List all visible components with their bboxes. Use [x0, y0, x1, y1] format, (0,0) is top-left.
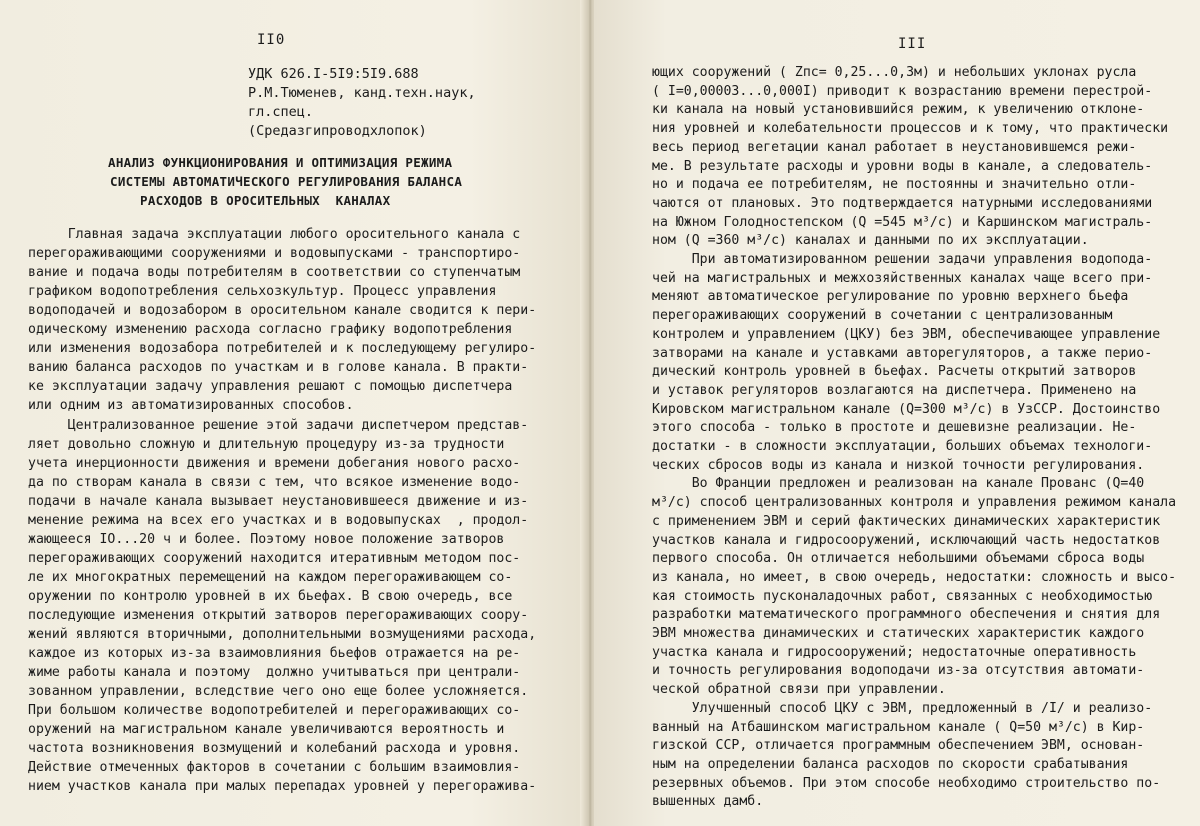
- article-title-line: РАСХОДОВ В ОРОСИТЕЛЬНЫХ КАНАЛАХ: [140, 193, 391, 208]
- text-line: с применением ЭВМ и серий фактических динамических характеристик: [652, 513, 1161, 529]
- text-line: резервных объемов. При этом способе необходимо строительство по-: [652, 775, 1161, 791]
- text-line: ванию баланса расходов по участкам и в голове канала. В практи-: [28, 360, 529, 376]
- article-title-line: АНАЛИЗ ФУНКЦИОНИРОВАНИЯ И ОПТИМИЗАЦИЯ РЕЖИМА: [108, 155, 453, 170]
- text-line: и точность регулирования водоподачи из-за отсутствия автомати-: [652, 663, 1145, 679]
- text-line: Кировском магистральном канале (Q=300 м³/с) в УзССР. Достоинство: [652, 401, 1161, 417]
- text-line: дический контроль уровней в бьефах. Расчеты открытий затворов: [652, 364, 1137, 380]
- author-line: гл.спец.: [248, 104, 314, 120]
- text-line: ющих сооружений ( Zпс= 0,25...0,3м) и небольших уклонах русла: [652, 65, 1137, 80]
- text-line: вышенных дамб.: [652, 794, 764, 810]
- left-page: [0, 0, 586, 826]
- text-line: оружений на магистральном канале увеличиваются вероятность и: [28, 722, 505, 738]
- text-line: достатки - в сложности эксплуатации, больших объемах технологи-: [652, 439, 1153, 454]
- text-line: затворами на канале и уставками авторегуляторов, а также перио-: [652, 345, 1153, 361]
- text-line: ( I=0,00003...0,000I) приводит к возрастанию времени перестрой-: [652, 83, 1153, 99]
- text-line: жений являются вторичными, дополнительными возмущениями расхода,: [28, 627, 537, 643]
- author-line: (Средазгипроводхлопок): [248, 123, 427, 139]
- text-line: перегораживающими сооружениями и водовыпусками - транспортиро-: [28, 246, 521, 262]
- text-line: ки канала на новый установившийся режим, к увеличению отклоне-: [652, 102, 1145, 118]
- text-line: разработки математического программного обеспечения и снятия для: [652, 607, 1161, 623]
- article-title-line: СИСТЕМЫ АВТОМАТИЧЕСКОГО РЕГУЛИРОВАНИЯ БАЛАНСА: [110, 174, 463, 189]
- text-line: ванный на Атбашинском магистральном канале ( Q=50 м³/с) в Кир-: [652, 719, 1145, 735]
- right-page: [594, 0, 1200, 826]
- text-line: ле их многократных перемещений на каждом перегораживающем со-: [28, 569, 513, 585]
- text-line: Главная задача эксплуатации любого оросительного канала с: [28, 227, 521, 242]
- author-line: Р.М.Тюменев, канд.техн.наук,: [248, 85, 476, 101]
- text-line: ческих сбросов воды из канала и низкой точности регулирования.: [652, 457, 1145, 473]
- text-line: Во Франции предложен и реализован на канале Прованс (Q=40: [652, 476, 1145, 492]
- text-line: водоподачей и водозабором в оросительном канале сводится к пери-: [28, 303, 537, 319]
- text-line: Централизованное решение этой задачи диспетчером представ-: [28, 417, 529, 433]
- text-line: последующие изменения открытий затворов перегораживающих соору-: [28, 608, 529, 623]
- text-line: этого способа - только в простоте и дешевизне реализации. Не-: [652, 420, 1137, 436]
- text-line: гизской ССР, отличается программным обеспечением ЭВМ, основан-: [652, 738, 1145, 754]
- text-line: оружении по контролю уровней в их бьефах. В свою очередь, все: [28, 588, 513, 604]
- text-line: весь период вегетации канал работает в неустановившемся режи-: [652, 139, 1137, 155]
- text-line: первого способа. Он отличается небольшими объемами сброса воды: [652, 551, 1145, 567]
- text-line: Улучшенный способ ЦКУ с ЭВМ, предложенный в /I/ и реализо-: [652, 700, 1153, 716]
- udk-code: УДК 626.I-5I9:5I9.688: [248, 66, 419, 82]
- text-line: зованном управлении, вследствие чего оно еще более усложняется.: [28, 684, 529, 700]
- text-line: перегораживающих сооружений находится итеративным методом пос-: [28, 550, 521, 566]
- text-line: менение режима на всех его участках и в водовыпусках , продол-: [28, 512, 529, 528]
- text-line: ческой обратной связи при управлении.: [652, 682, 946, 698]
- text-line: ным на определении баланса расходов по скорости срабатывания: [652, 756, 1129, 772]
- text-line: ме. В результате расходы и уровни воды в канале, а следователь-: [652, 158, 1153, 174]
- text-line: одическому изменению расхода согласно графику водопотребления: [28, 322, 513, 338]
- text-line: или изменения водозабора потребителей и к последующему регулиро-: [28, 341, 537, 357]
- right-page-number: III: [898, 36, 927, 52]
- text-line: учета инерционности движения и времени добегания нового расхо-: [28, 455, 521, 471]
- text-line: подачи в начале канала вызывает неустановившееся движение и из-: [28, 493, 529, 509]
- text-line: или одним из автоматизированных способов.: [28, 398, 354, 414]
- text-line: ке эксплуатации задачу управления решают с помощью диспетчера: [28, 379, 513, 395]
- text-line: ном (Q =360 м³/с) каналах и данными по их эксплуатации.: [652, 233, 1089, 249]
- text-line: ния уровней и колебательности процессов и к тому, что практически: [652, 121, 1169, 137]
- text-line: да по створам канала в связи с тем, что всякое изменение водо-: [28, 474, 521, 490]
- text-line: Действие отмеченных факторов в сочетании с большим взаимовлия-: [28, 760, 521, 776]
- text-line: каждое из которых из-за взаимовлияния бьефов отражается на ре-: [28, 646, 521, 662]
- left-page-number: II0: [257, 32, 286, 48]
- text-line: кая стоимость пусконаладочных работ, связанных с необходимостью: [652, 588, 1153, 604]
- text-line: ляет довольно сложную и длительную процедуру из-за трудности: [28, 436, 505, 452]
- text-line: и уставок регуляторов возлагаются на диспетчера. Применено на: [652, 382, 1137, 398]
- text-line: графиком водопотребления сельхозкультур. Процесс управления: [28, 284, 497, 300]
- text-line: из канала, но имеет, в свою очередь, недостатки: сложность и высо-: [652, 569, 1177, 585]
- text-line: меняют автоматическое регулирование по уровню верхнего бьефа: [652, 289, 1129, 305]
- text-line: частота возникновения возмущений и колебаний расхода и уровня.: [28, 741, 521, 757]
- text-line: чей на магистральных и межхозяйственных каналах чаще всего при-: [652, 270, 1153, 286]
- text-line: жиме работы канала и поэтому должно учитываться при централи-: [28, 665, 521, 681]
- text-line: но и подача ее потребителям, не постоянны и значительно отли-: [652, 177, 1137, 193]
- text-line: чаются от плановых. Это подтверждается натурными исследованиями: [652, 195, 1153, 211]
- text-line: участков канала и гидросооружений, исключающий часть недостатков: [652, 532, 1161, 548]
- text-line: жающееся IO...20 ч и более. Поэтому новое положение затворов: [28, 531, 505, 547]
- text-line: нием участков канала при малых перепадах уровней у перегоражива-: [28, 779, 537, 795]
- text-line: При автоматизированном решении задачи управления водопода-: [652, 252, 1153, 267]
- text-line: м³/с) способ централизованных контроля и управления режимом канала: [652, 495, 1177, 511]
- text-line: ЭВМ множества динамических и статических характеристик каждого: [652, 626, 1145, 641]
- text-line: участка канала и гидросооружений; недостаточные оперативность: [652, 644, 1137, 660]
- text-line: на Южном Голодностепском (Q =545 м³/с) и Каршинском магистраль-: [652, 214, 1153, 230]
- text-line: При большом количестве водопотребителей и перегораживающих со-: [28, 703, 521, 719]
- text-line: перегораживающих сооружений в сочетании с централизованным: [652, 308, 1113, 324]
- text-line: контролем и управлением (ЦКУ) без ЭВМ, обеспечивающее управление: [652, 326, 1161, 342]
- text-line: вание и подача воды потребителям в соответствии со ступенчатым: [28, 265, 521, 281]
